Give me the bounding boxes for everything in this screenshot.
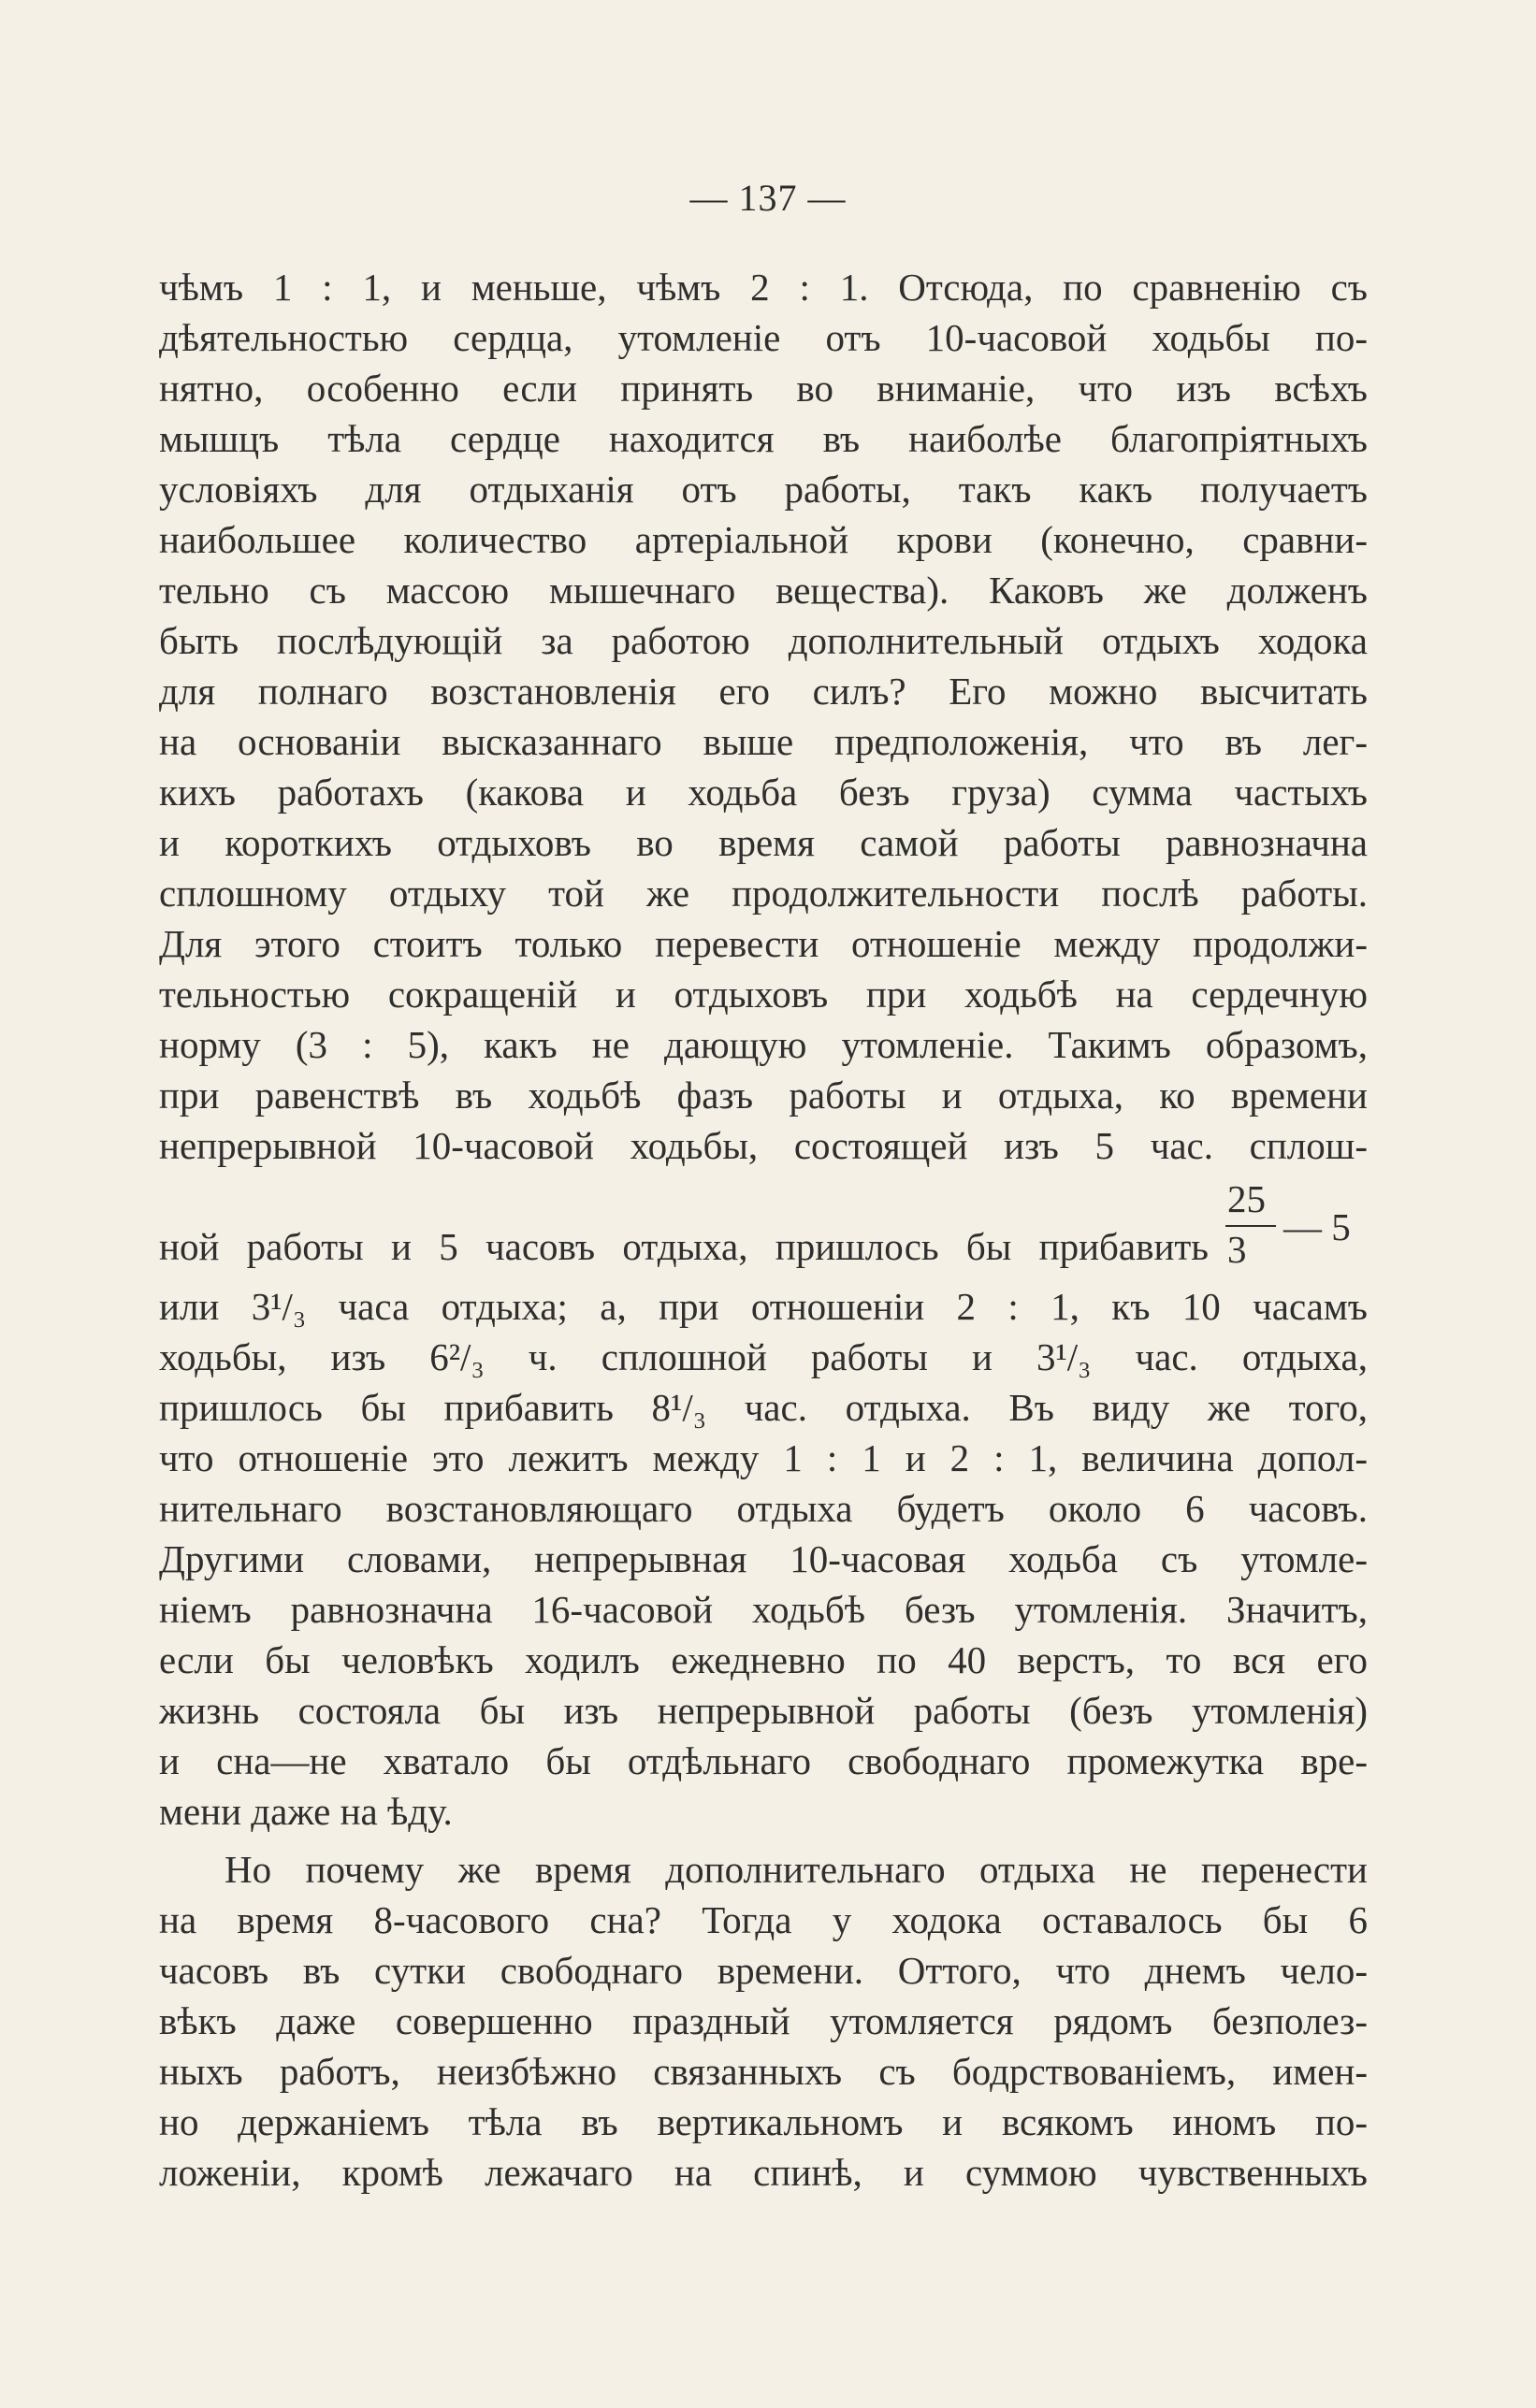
text-line: мышцъ тѣла сердце находится въ наиболѣе благопріятныхъ bbox=[159, 417, 1368, 460]
text-line: сплошному отдыху той же продолжительности послѣ работы. bbox=[159, 872, 1368, 915]
text-line: часовъ въ сутки свободнаго времени. Оттого, что днемъ чело- bbox=[159, 1949, 1368, 1992]
text-line: и короткихъ отдыховъ во время самой работы равнозначна bbox=[159, 821, 1368, 864]
page-number: — 137 — bbox=[689, 177, 847, 219]
fraction bbox=[1209, 1171, 1349, 1281]
text-line: Для этого стоитъ только перевести отношеніе между продолжи- bbox=[159, 922, 1368, 965]
text-line: ныхъ работъ, неизбѣжно связанныхъ съ бодрствованіемъ, имен- bbox=[159, 2050, 1368, 2093]
fraction-line bbox=[159, 1171, 1368, 1281]
text-line: мени даже на ѣду. bbox=[159, 1790, 453, 1833]
text-line: дѣятельностью сердца, утомленіе отъ 10-часовой ходьбы по- bbox=[159, 316, 1368, 359]
text-line: ходьбы, изъ 6²/₃ ч. сплошной работы и 3¹/₃ час. отдыха, bbox=[159, 1335, 1368, 1378]
fraction-bar bbox=[1225, 1225, 1276, 1227]
fraction-denominator: 3 bbox=[1227, 1228, 1247, 1271]
text-line: ложеніи, кромѣ лежачаго на спинѣ, и суммою чувственныхъ bbox=[159, 2151, 1368, 2194]
fraction-line-text: ной работы и 5 часовъ отдыха, пришлось бы прибавить bbox=[159, 1225, 1209, 1268]
body-text bbox=[159, 262, 1368, 2198]
text-line: наибольшее количество артеріальной крови (конечно, сравни- bbox=[159, 518, 1368, 561]
text-line: непрерывной 10-часовой ходьбы, состоящей изъ 5 час. сплош- bbox=[159, 1124, 1368, 1167]
text-line: при равенствѣ въ ходьбѣ фазъ работы и отдыха, ко времени bbox=[159, 1074, 1368, 1117]
fraction-rest: — 5 bbox=[1283, 1205, 1351, 1248]
text-line: на время 8-часового сна? Тогда у ходока оставалось бы 6 bbox=[159, 1898, 1368, 1941]
text-line: Другими словами, непрерывная 10-часовая ходьба съ утомле- bbox=[159, 1537, 1368, 1580]
paragraph-1-continued bbox=[159, 1281, 1368, 1837]
text-line: жизнь состояла бы изъ непрерывной работы (безъ утомленія) bbox=[159, 1689, 1368, 1732]
text-line: что отношеніе это лежитъ между 1 : 1 и 2 : 1, величина допол- bbox=[159, 1436, 1368, 1479]
text-line: на основаніи высказаннаго выше предположенія, что въ лег- bbox=[159, 720, 1368, 763]
text-line: быть послѣдующій за работою дополнительный отдыхъ ходока bbox=[159, 619, 1368, 662]
paragraph-1 bbox=[159, 262, 1368, 1171]
text-line: или 3¹/₃ часа отдыха; а, при отношеніи 2 : 1, къ 10 часамъ bbox=[159, 1285, 1368, 1328]
paragraph-gap bbox=[159, 1837, 1368, 1844]
text-line: и сна—не хватало бы отдѣльнаго свободнаго промежутка вре- bbox=[159, 1739, 1368, 1782]
text-line: нятно, особенно если принять во вниманіе, что изъ всѣхъ bbox=[159, 367, 1368, 410]
text-line: кихъ работахъ (какова и ходьба безъ груза) сумма частыхъ bbox=[159, 771, 1368, 814]
text-line: норму (3 : 5), какъ не дающую утомленіе. Такимъ образомъ, bbox=[159, 1023, 1368, 1066]
text-line: вѣкъ даже совершенно праздный утомляется рядомъ безполез- bbox=[159, 1999, 1368, 2042]
text-line: но держаніемъ тѣла въ вертикальномъ и всякомъ иномъ по- bbox=[159, 2100, 1368, 2143]
text-line: если бы человѣкъ ходилъ ежедневно по 40 верстъ, то вся его bbox=[159, 1638, 1368, 1681]
text-line: тельностью сокращеній и отдыховъ при ходьбѣ на сердечную bbox=[159, 973, 1368, 1016]
fraction-numerator: 25 bbox=[1227, 1177, 1266, 1220]
text-line: нительнаго возстановляющаго отдыха будетъ около 6 часовъ. bbox=[159, 1487, 1368, 1530]
text-line: условіяхъ для отдыханія отъ работы, такъ какъ получаетъ bbox=[159, 468, 1368, 511]
text-line: Но почему же время дополнительнаго отдыха не перенести bbox=[225, 1848, 1368, 1891]
text-line: пришлось бы прибавить 8¹/₃ час. отдыха. Въ виду же того, bbox=[159, 1386, 1368, 1429]
text-line: ніемъ равнозначна 16-часовой ходьбѣ безъ утомленія. Значитъ, bbox=[159, 1588, 1368, 1631]
paragraph-2 bbox=[159, 1844, 1368, 2198]
text-line: тельно съ массою мышечнаго вещества). Каковъ же долженъ bbox=[159, 569, 1368, 612]
text-line: чѣмъ 1 : 1, и меньше, чѣмъ 2 : 1. Отсюда, по сравненію съ bbox=[159, 266, 1368, 309]
text-line: для полнаго возстановленія его силъ? Его можно высчитать bbox=[159, 670, 1368, 713]
